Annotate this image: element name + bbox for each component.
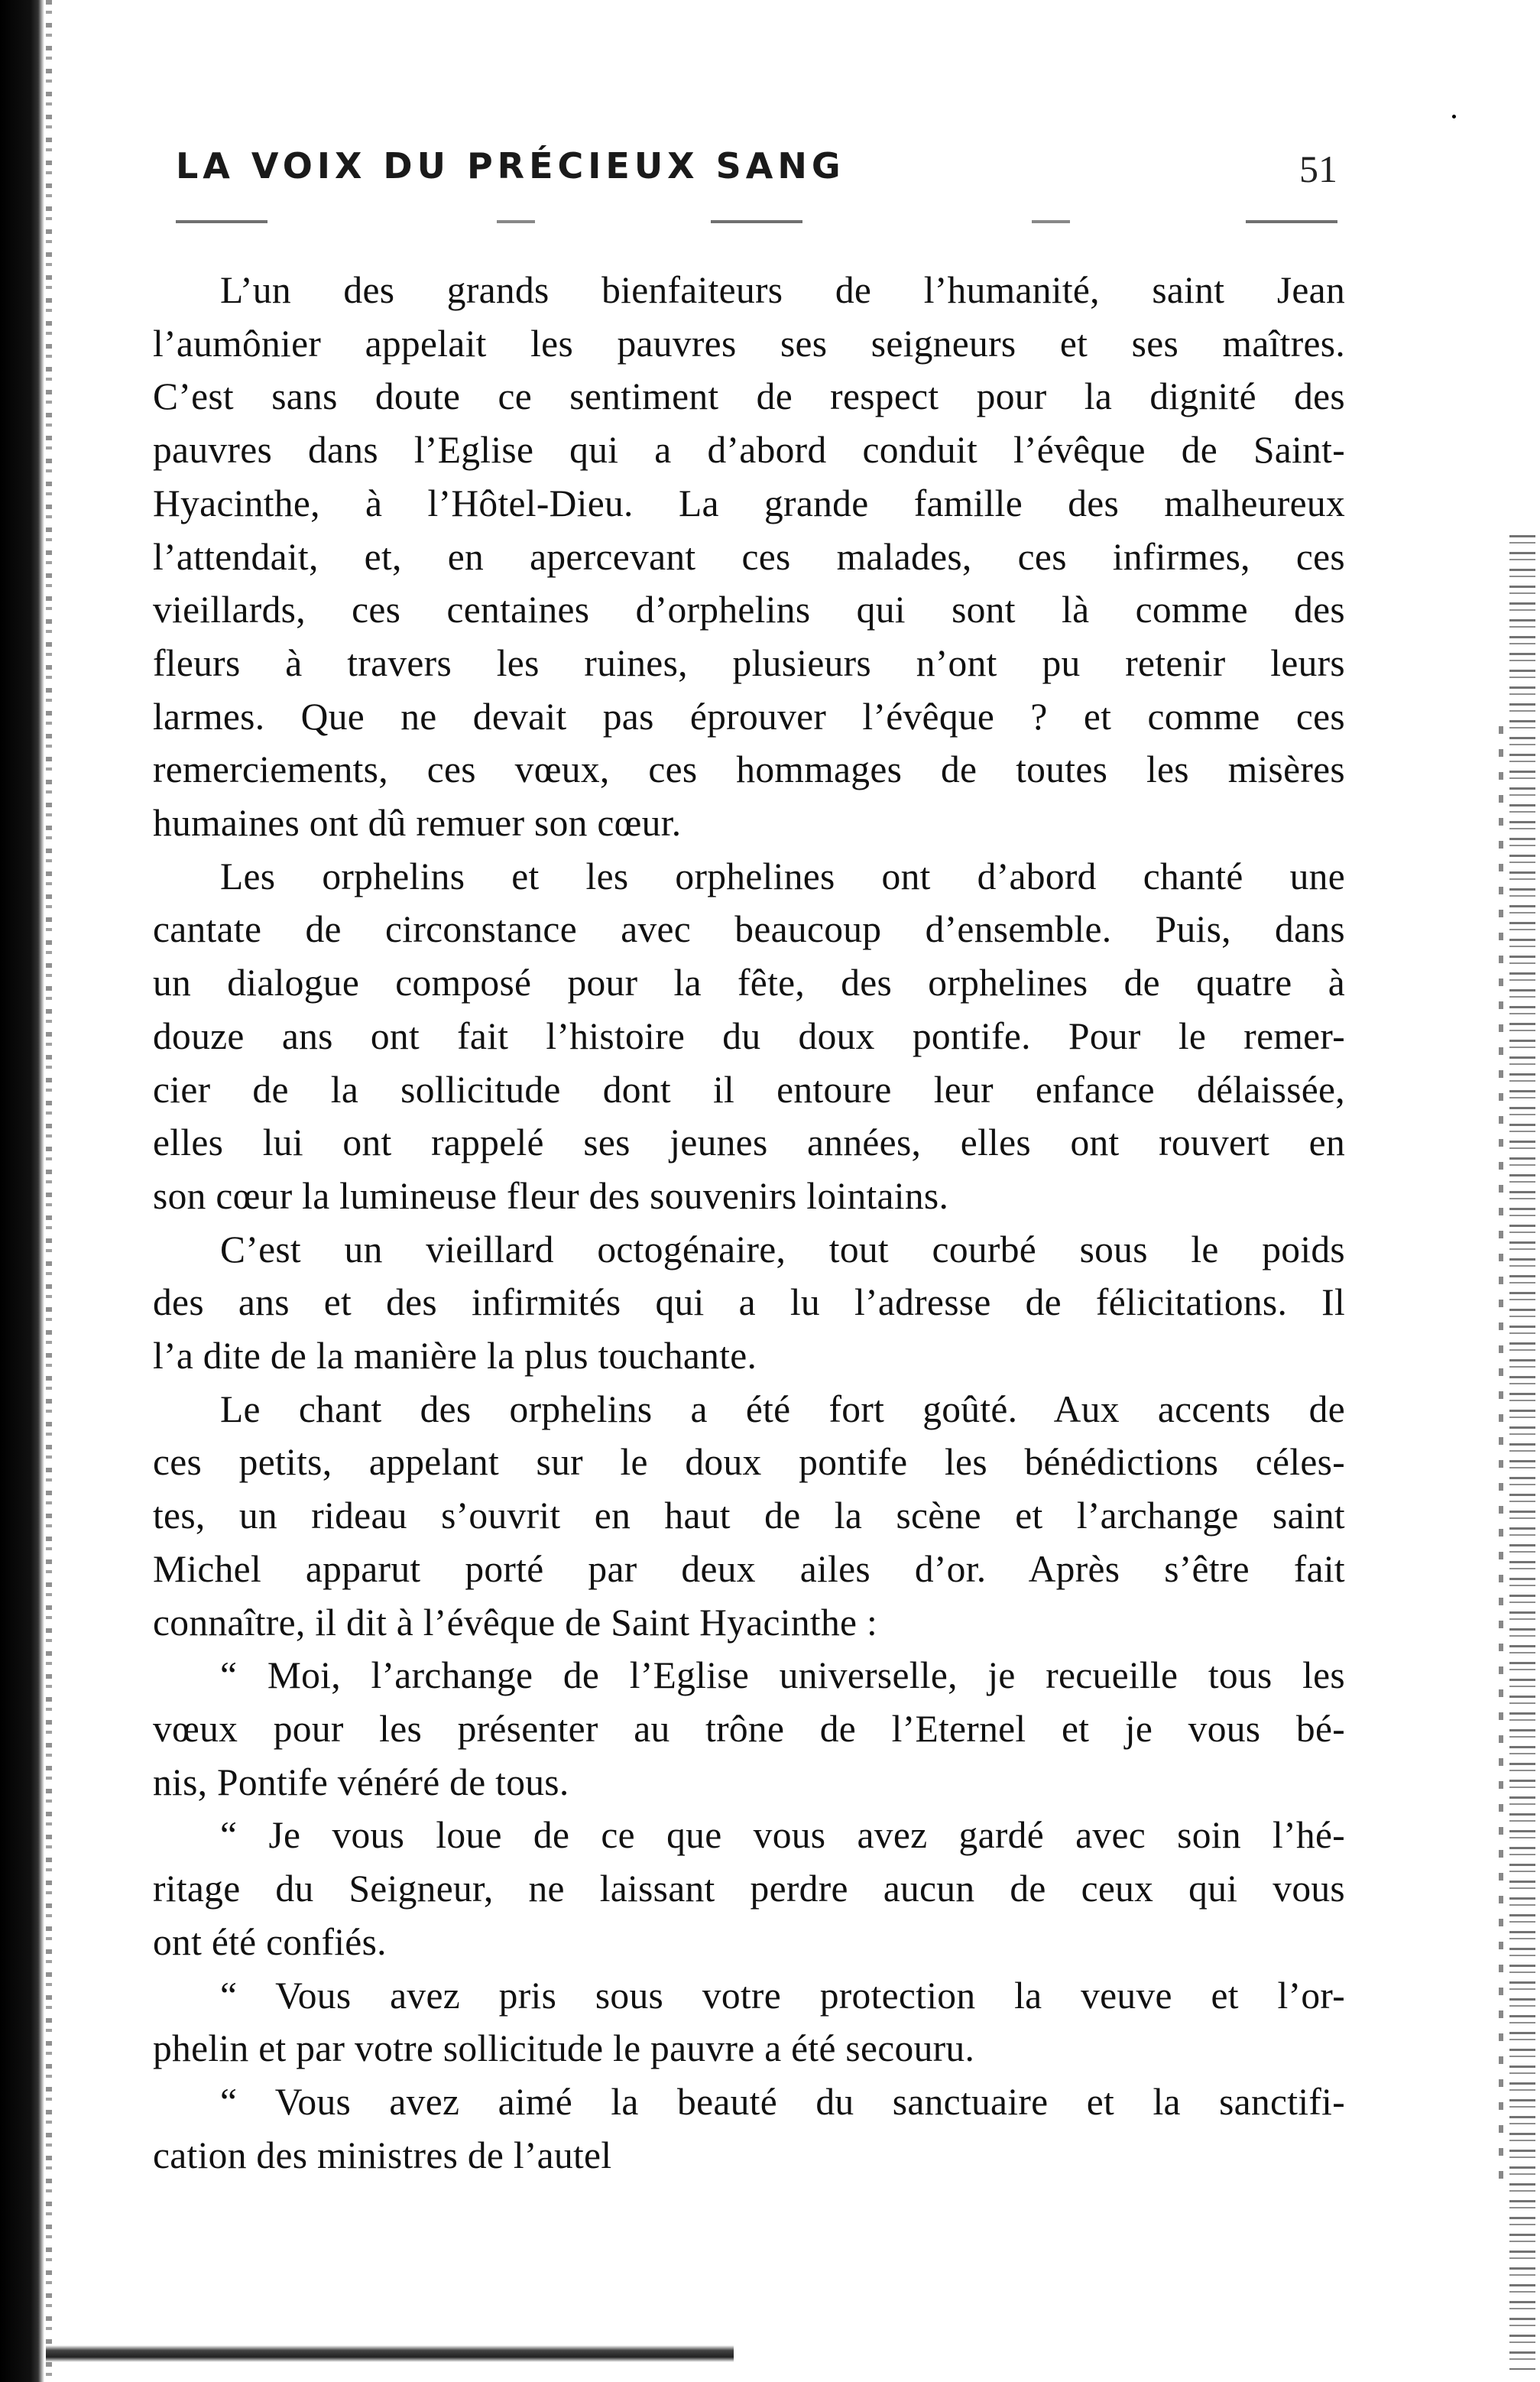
text-line: ritage du Seigneur, ne laissant perdre aucun de ceux qui vous [153,1868,1345,1910]
text-line: phelin et par votre sollicitude le pauvre a été secouru. [153,2027,975,2070]
text-line: C’est sans doute ce sentiment de respect pour la dignité des [153,375,1345,418]
text-line: son cœur la lumineuse fleur des souvenirs lointains. [153,1174,949,1217]
text-line: remerciements, ces vœux, ces hommages de toutes les misères [153,748,1345,791]
text-line: nis, Pontife vénéré de tous. [153,1761,569,1803]
text-line: humaines ont dû remuer son cœur. [153,802,682,845]
text-line: L’un des grands bienfaiteurs de l’humanité, saint Jean [220,269,1345,311]
paragraph [153,1969,1345,2075]
paragraph [153,850,1345,1223]
text-line: vœux pour les présenter au trône de l’Eternel et je vous bé- [153,1707,1345,1750]
text-line: un dialogue composé pour la fête, des orphelines de quatre à [153,962,1345,1004]
text-line: connaître, il dit à l’évêque de Saint Hyacinthe : [153,1601,877,1644]
text-line: “ Je vous loue de ce que vous avez gardé avec soin l’hé- [220,1814,1345,1857]
running-head [176,145,1337,191]
paragraph [153,264,1345,850]
text-line: elles lui ont rappelé ses jeunes années, elles ont rouvert en [153,1121,1345,1164]
paragraph [153,1809,1345,1968]
text-line: des ans et des infirmités qui a lu l’adresse de félicitations. Il [153,1281,1345,1324]
text-line: l’a dite de la manière la plus touchante. [153,1335,757,1378]
text-line: Le chant des orphelins a été fort goûté. Aux accents de [220,1387,1345,1430]
text-line: Hyacinthe, à l’Hôtel-Dieu. La grande famille des malheureux [153,482,1345,524]
paragraph [153,1383,1345,1650]
paragraph [153,1223,1345,1383]
text-line: Les orphelins et les orphelines ont d’abord chanté une [220,855,1345,897]
text-line: cation des ministres de l’autel [153,2134,612,2176]
text-line: pauvres dans l’Eglise qui a d’abord conduit l’évêque de Saint- [153,429,1345,472]
text-line: ont été confiés. [153,1920,387,1963]
page-edge-mark [1499,726,1503,2179]
text-line: vieillards, ces centaines d’orphelins qui sont là comme des [153,589,1345,631]
text-line: “ Vous avez pris sous votre protection la veuve et l’or- [220,1974,1345,2017]
running-title: LA VOIX DU PRÉCIEUX SANG [176,145,845,187]
text-line: l’aumônier appelait les pauvres ses seigneurs et ses maîtres. [153,322,1345,365]
binding-texture [46,0,52,2382]
bottom-scan-edge [46,2345,734,2362]
page-body [153,264,1345,2182]
text-line: tes, un rideau s’ouvrit en haut de la scène et l’archange saint [153,1494,1345,1537]
text-line: larmes. Que ne devait pas éprouver l’évêque ? et comme ces [153,695,1345,738]
text-line: fleurs à travers les ruines, plusieurs n’ont pu retenir leurs [153,641,1345,684]
scan-dot [1452,115,1456,118]
text-line: C’est un vieillard octogénaire, tout courbé sous le poids [220,1228,1345,1271]
page-number: 51 [1299,148,1337,190]
paragraph [153,2075,1345,2182]
text-line: ces petits, appelant sur le doux pontife les bénédictions céles- [153,1441,1345,1484]
text-line: “ Moi, l’archange de l’Eglise universelle, je recueille tous les [220,1654,1345,1697]
text-line: douze ans ont fait l’histoire du doux pontife. Pour le remer- [153,1014,1345,1057]
text-line: l’attendait, et, en apercevant ces malades, ces infirmes, ces [153,535,1345,578]
text-line: cier de la sollicitude dont il entoure leur enfance délaissée, [153,1068,1345,1111]
page-edge-speckle [1509,535,1535,2370]
text-line: Michel apparut porté par deux ailes d’or. Après s’être fait [153,1547,1345,1590]
text-line: cantate de circonstance avec beaucoup d’ensemble. Puis, dans [153,908,1345,951]
binding-shadow [0,0,44,2382]
header-rule [176,220,1337,223]
paragraph [153,1649,1345,1809]
text-line: “ Vous avez aimé la beauté du sanctuaire et la sanctifi- [220,2080,1345,2123]
